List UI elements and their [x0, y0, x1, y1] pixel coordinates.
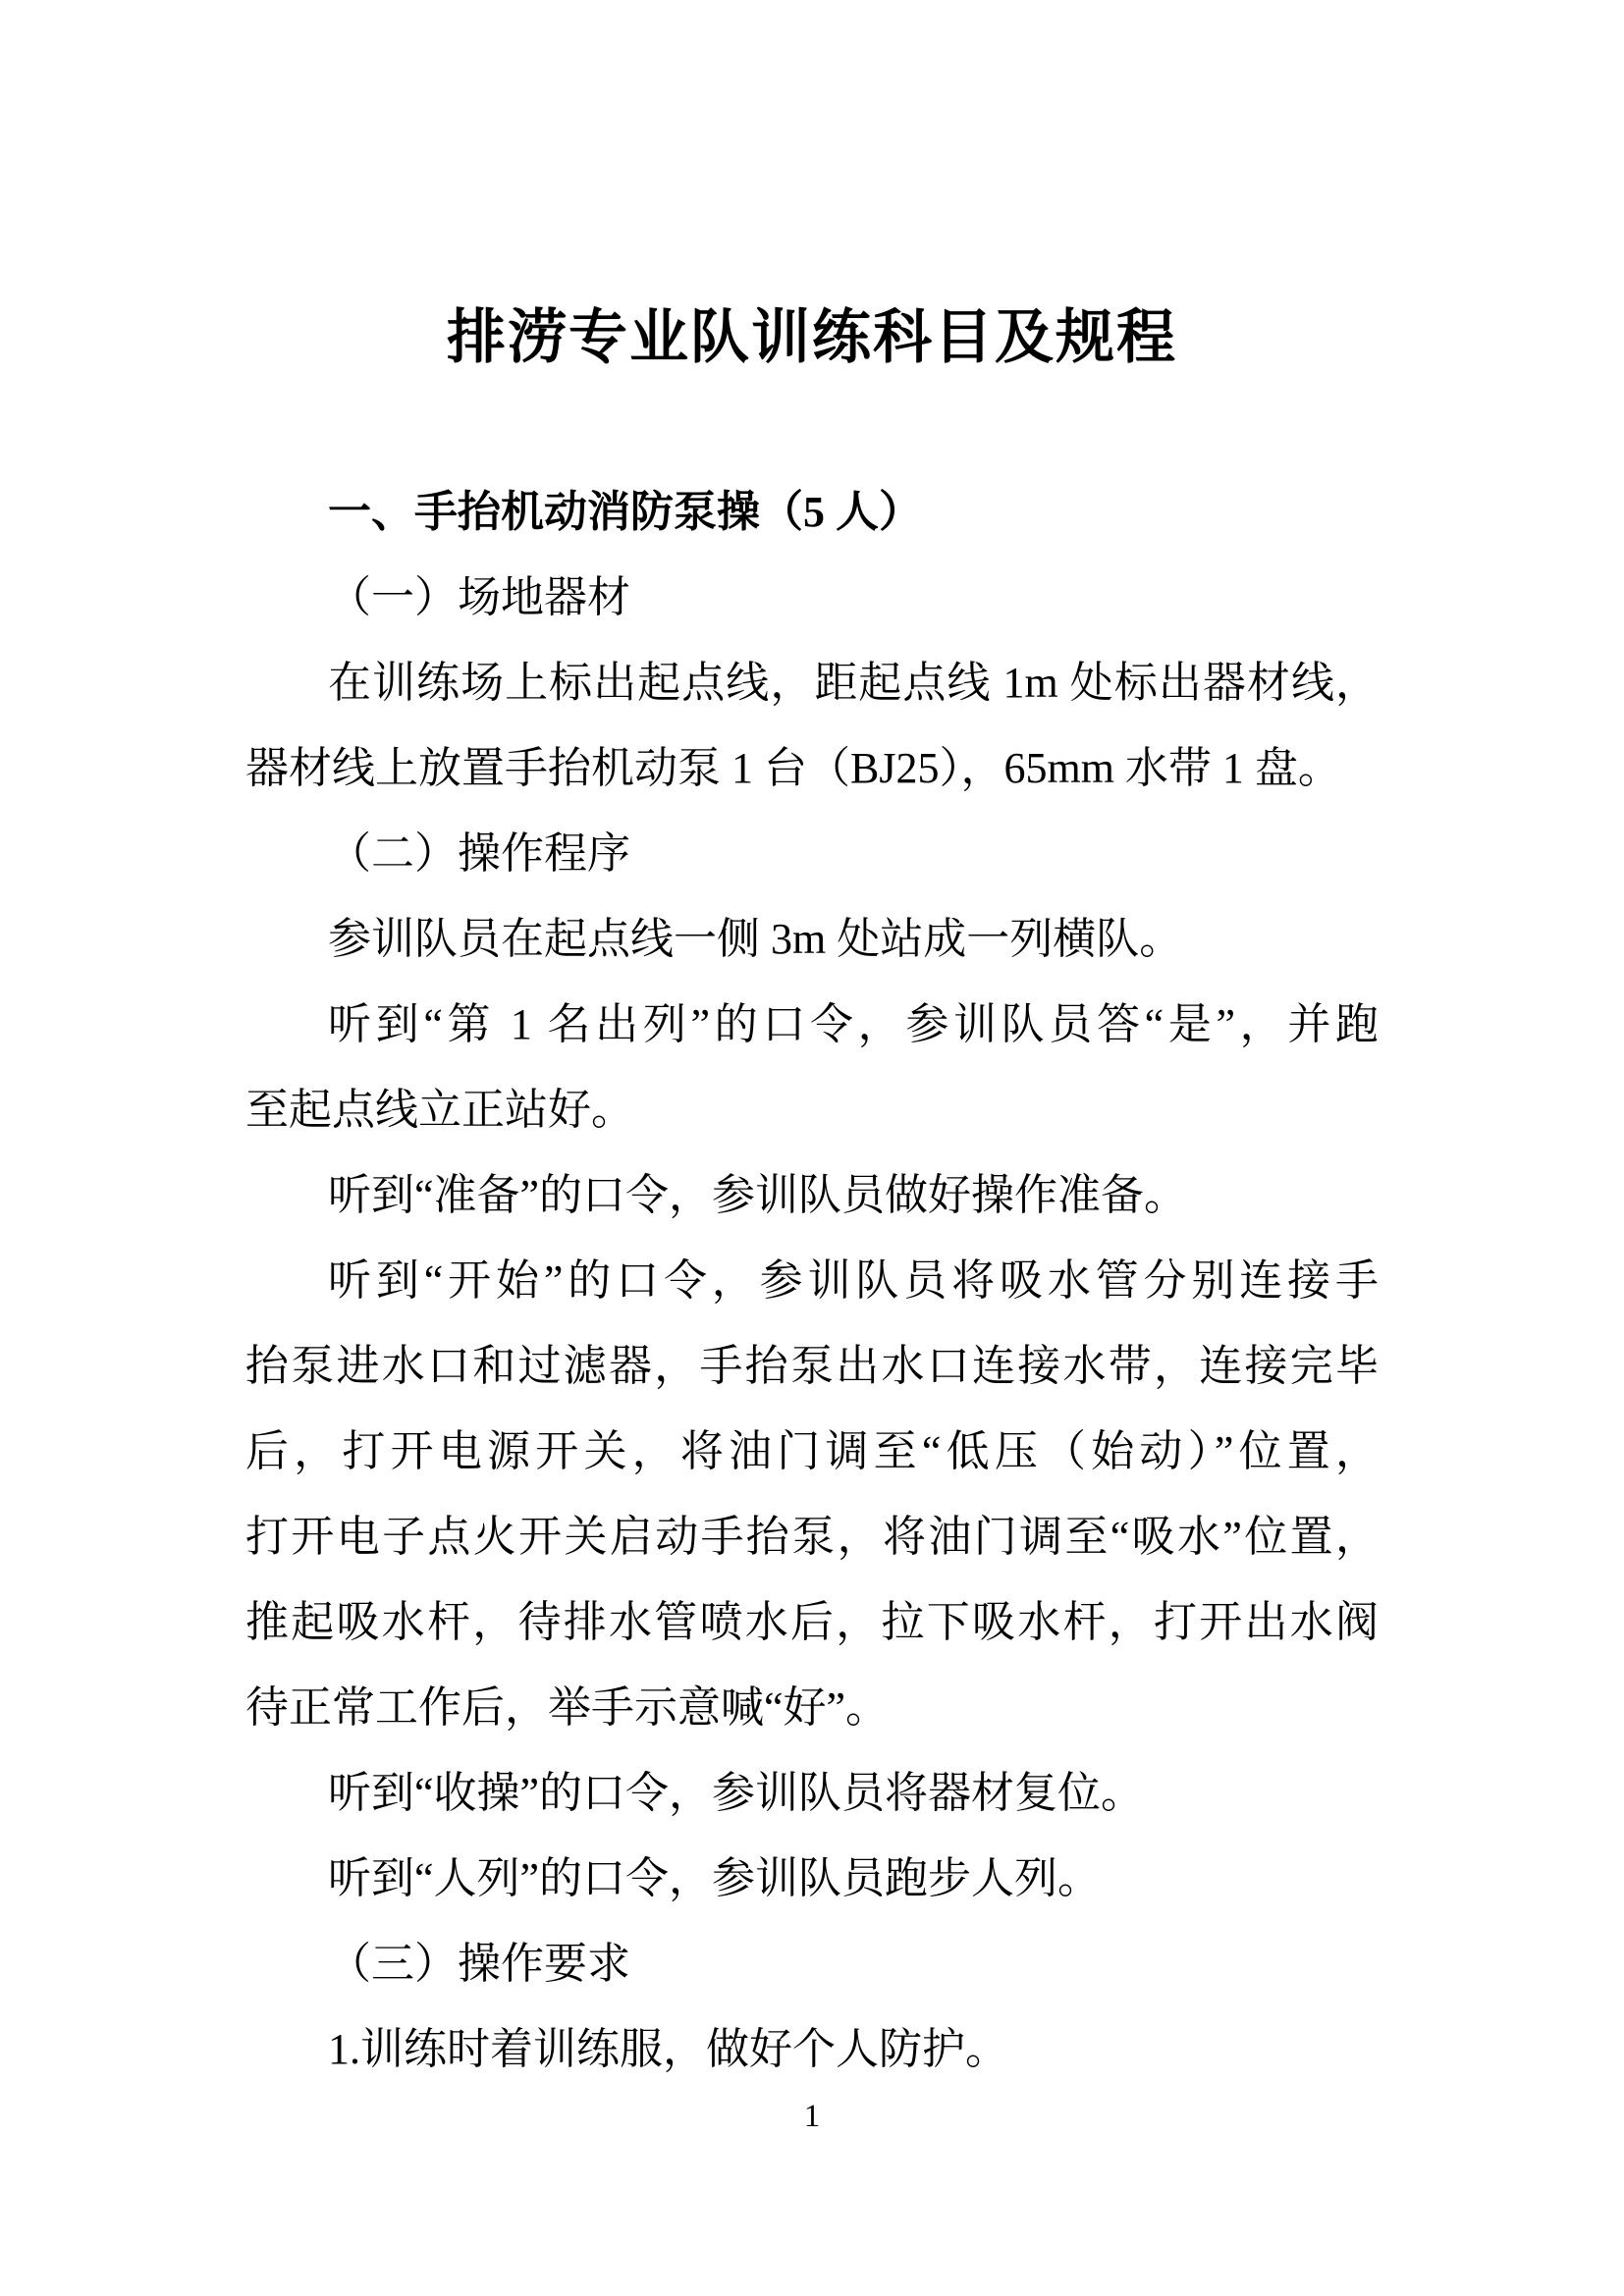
text-line: 器材线上放置手抬机动泵 1 台（BJ25），65mm 水带 1 盘。: [245, 744, 1341, 792]
text-line: 至起点线立正站好。: [245, 1086, 634, 1134]
document-title: 排涝专业队训练科目及规程: [447, 305, 1177, 370]
text-line: 待正常工作后，举手示意喊“好”。: [245, 1683, 890, 1732]
text-line: 后，打开电源开关，将油门调至“低压（始动）”位置，: [245, 1427, 1379, 1475]
text-line: 1.训练时着训练服，做好个人防护。: [328, 2025, 1008, 2073]
text-line: 推起吸水杆，待排水管喷水后，拉下吸水杆，打开出水阀: [245, 1598, 1379, 1646]
text-line: 听到“第 1 名出列”的口令，参训队员答“是”，并跑: [328, 1000, 1379, 1048]
page-number: 1: [803, 2099, 821, 2134]
text-line: 一、手抬机动消防泵操（5 人）: [328, 488, 922, 536]
text-line: 参训队员在起点线一侧 3m 处站成一列横队。: [328, 915, 1183, 963]
text-line: 听到“开始”的口令，参训队员将吸水管分别连接手: [328, 1256, 1379, 1305]
text-line: 听到“收操”的口令，参训队员将器材复位。: [328, 1769, 1145, 1817]
text-line: 听到“准备”的口令，参训队员做好操作准备。: [328, 1171, 1188, 1219]
text-line: （一）场地器材: [328, 573, 630, 621]
document-body: [245, 469, 1379, 2092]
text-line: 抬泵进水口和过滤器，手抬泵出水口连接水带，连接完毕: [245, 1342, 1379, 1390]
text-line: 听到“人列”的口令，参训队员跑步人列。: [328, 1854, 1102, 1902]
text-line: （二）操作程序: [328, 829, 630, 878]
text-line: 在训练场上标出起点线，距起点线 1m 处标出器材线，: [328, 659, 1379, 707]
text-line: 打开电子点火开关启动手抬泵，将油门调至“吸水”位置，: [245, 1513, 1379, 1561]
text-line: （三）操作要求: [328, 1940, 630, 1988]
